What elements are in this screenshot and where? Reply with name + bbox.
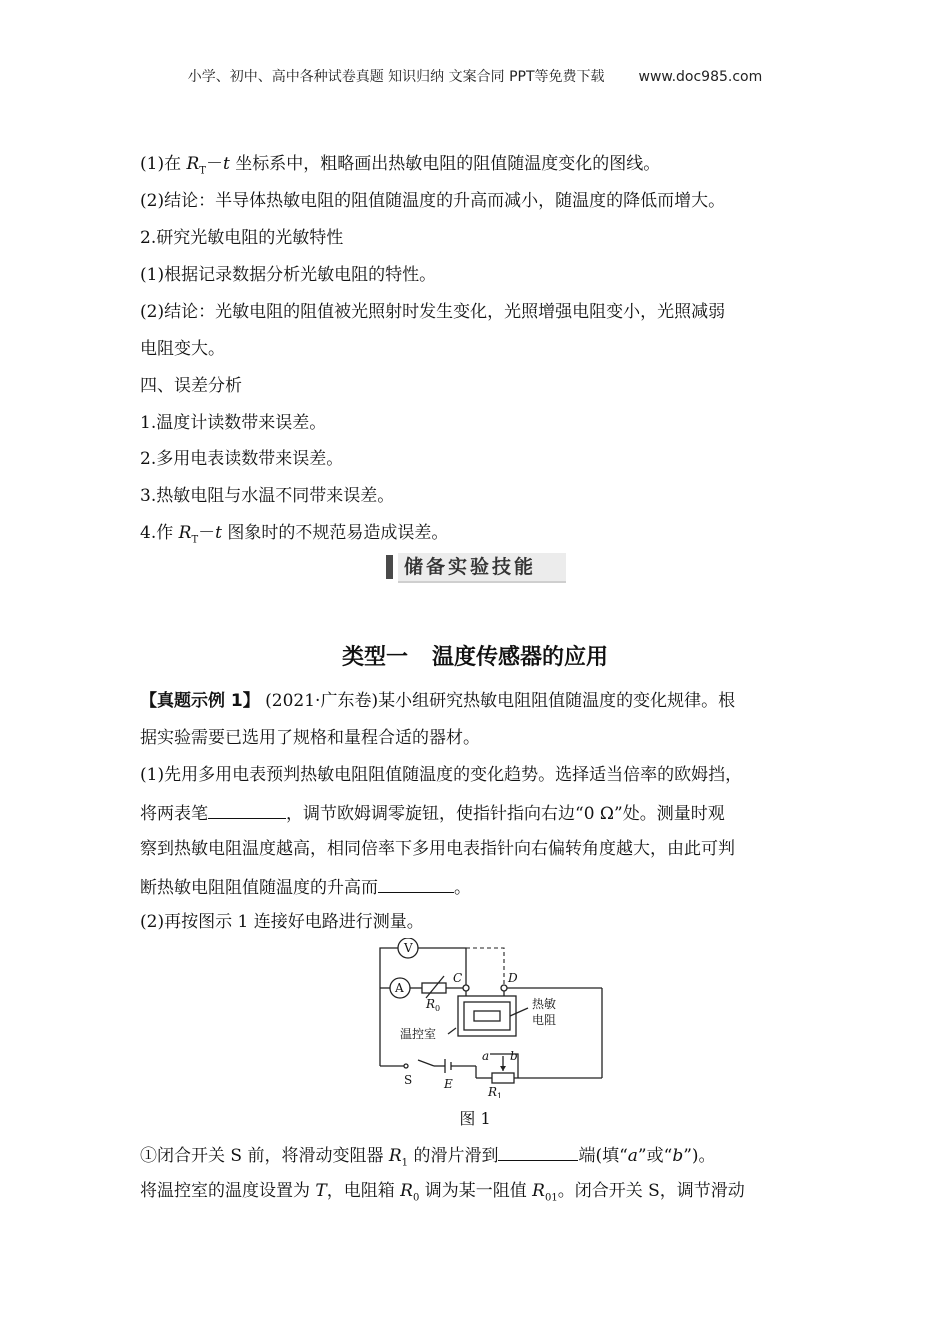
text-line: (2)结论：半导体热敏电阻的阻值随温度的升高而减小，随温度的降低而增大。 — [140, 191, 726, 211]
example-line: 据实验需要已选用了规格和量程合适的器材。 — [140, 728, 480, 748]
section-title: 类型一 温度传感器的应用 — [341, 645, 609, 670]
example-tag: 【真题示例 1】 — [140, 691, 260, 711]
text-line: 2.研究光敏电阻的光敏特性 — [140, 228, 344, 248]
svg-text:C: C — [453, 971, 463, 985]
svg-text:R: R — [426, 997, 436, 1011]
banner-text: 储备实验技能 — [404, 556, 537, 578]
answer-blank[interactable] — [498, 1142, 578, 1161]
svg-text:S: S — [404, 1073, 413, 1087]
answer-blank[interactable] — [208, 800, 286, 819]
text-line: 4.作 $R_T-t$ 图象时的不规范易造成误差。 — [140, 523, 449, 546]
text-line: 2.多用电表读数带来误差。 — [140, 449, 344, 469]
svg-text:E: E — [444, 1077, 453, 1091]
svg-text:R: R — [488, 1085, 498, 1098]
question-line: 将温控室的温度设置为 T，电阻箱 $R_0$ 调为某一阻值 $R_{01}$。闭合开关 S，调节滑动 — [140, 1181, 745, 1204]
svg-text:a: a — [482, 1049, 490, 1063]
text-line: (2)结论：光敏电阻的阻值被光照射时发生变化，光照增强电阻变小，光照减弱 — [140, 302, 726, 322]
text-line: 四、误差分析 — [140, 376, 242, 396]
question-line: ①闭合开关 S 前，将滑动变阻器 $R_1$ 的滑片滑到 端(填“a”或“b”)。 — [140, 1142, 716, 1175]
header-text: 小学、初中、高中各种试卷真题 知识归纳 文案合同 PPT等免费下载 — [187, 69, 605, 85]
example-line: 将两表笔 ，调节欧姆调零旋钮，使指针指向右边“0 Ω”处。测量时观 — [140, 800, 725, 826]
text-line: 电阻变大。 — [140, 339, 225, 359]
answer-blank[interactable] — [378, 874, 454, 893]
example-line: 察到热敏电阻温度越高，相同倍率下多用电表指针向右偏转角度越大，由此可判 — [140, 839, 735, 859]
header-site[interactable]: www.doc985.com — [638, 69, 763, 85]
section-banner — [380, 549, 568, 585]
text-line: 3.热敏电阻与水温不同带来误差。 — [140, 486, 395, 506]
example-line: 断热敏电阻阻值随温度的升高而 。 — [140, 874, 471, 900]
example-line: 【真题示例 1】 (2021·广东卷)某小组研究热敏电阻阻值随温度的变化规律。根 — [140, 691, 736, 711]
svg-text:温控室: 温控室 — [400, 1027, 437, 1041]
text-line: 1.温度计读数带来误差。 — [140, 413, 327, 433]
figure-caption: 图 1 — [459, 1109, 491, 1128]
svg-text:V: V — [404, 941, 413, 955]
page-header — [0, 66, 950, 86]
svg-text:0: 0 — [435, 1004, 441, 1013]
svg-text:A: A — [395, 981, 404, 995]
text-line: (1)根据记录数据分析光敏电阻的特性。 — [140, 265, 437, 285]
example-line: (1)先用多用电表预判热敏电阻阻值随温度的变化趋势。选择适当倍率的欧姆挡， — [140, 765, 743, 785]
svg-text:1: 1 — [497, 1092, 503, 1098]
circuit-diagram — [360, 938, 610, 1098]
svg-text:电阻: 电阻 — [532, 1013, 557, 1027]
svg-text:b: b — [510, 1049, 518, 1063]
svg-text:热敏: 热敏 — [532, 997, 557, 1011]
svg-text:D: D — [508, 971, 518, 985]
text-line: (1)在 $R_T-t$ 坐标系中，粗略画出热敏电阻的阻值随温度变化的图线。 — [140, 154, 661, 177]
example-line: (2)再按图示 1 连接好电路进行测量。 — [140, 912, 424, 932]
